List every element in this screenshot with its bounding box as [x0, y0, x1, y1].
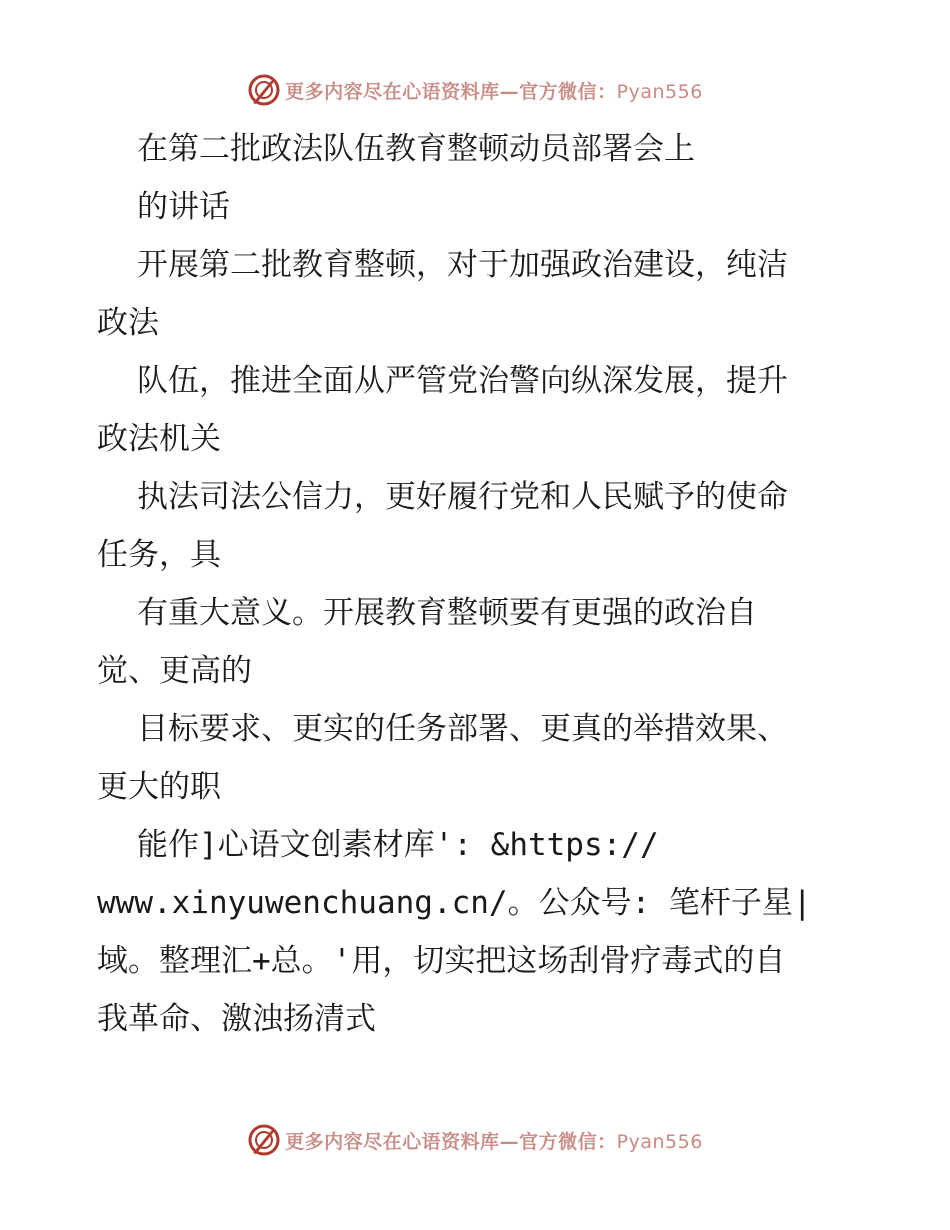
- quill-logo-icon: [247, 73, 281, 107]
- document-body: [97, 120, 877, 1048]
- body-line: 在第二批政法队伍教育整顿动员部署会上: [137, 131, 695, 167]
- body-line: 执法司法公信力，更好履行党和人民赋予的使命: [137, 479, 788, 515]
- body-line: www.xinyuwenchuang.cn/。公众号: 笔杆子星|: [97, 885, 812, 921]
- body-line: 队伍，推进全面从严管党治警向纵深发展，提升: [137, 363, 788, 399]
- body-line: 目标要求、更实的任务部署、更真的举措效果、: [137, 711, 788, 747]
- body-line: 能作]心语文创素材库': &https://: [137, 827, 659, 863]
- header-banner: [0, 70, 950, 110]
- body-line: 政法: [97, 305, 159, 341]
- body-line: 的讲话: [137, 189, 230, 225]
- header-banner-id: Pyan556: [616, 80, 703, 103]
- body-line: 有重大意义。开展教育整顿要有更强的政治自: [137, 595, 757, 631]
- body-line: 政法机关: [97, 421, 221, 457]
- body-line: 更大的职: [97, 769, 221, 805]
- body-line: 我革命、激浊扬清式: [97, 1001, 376, 1037]
- quill-logo-icon: [247, 1123, 281, 1157]
- footer-banner-text: 更多内容尽在心语资料库—官方微信：: [285, 1130, 617, 1153]
- footer-banner-id: Pyan556: [616, 1130, 703, 1153]
- header-banner-text: 更多内容尽在心语资料库—官方微信：: [285, 80, 617, 103]
- footer-banner: [0, 1120, 950, 1160]
- body-line: 觉、更高的: [97, 653, 252, 689]
- body-line: 开展第二批教育整顿，对于加强政治建设，纯洁: [137, 247, 788, 283]
- body-line: 域。整理汇+总。'用，切实把这场刮骨疗毒式的自: [97, 943, 786, 979]
- body-line: 任务，具: [97, 537, 221, 573]
